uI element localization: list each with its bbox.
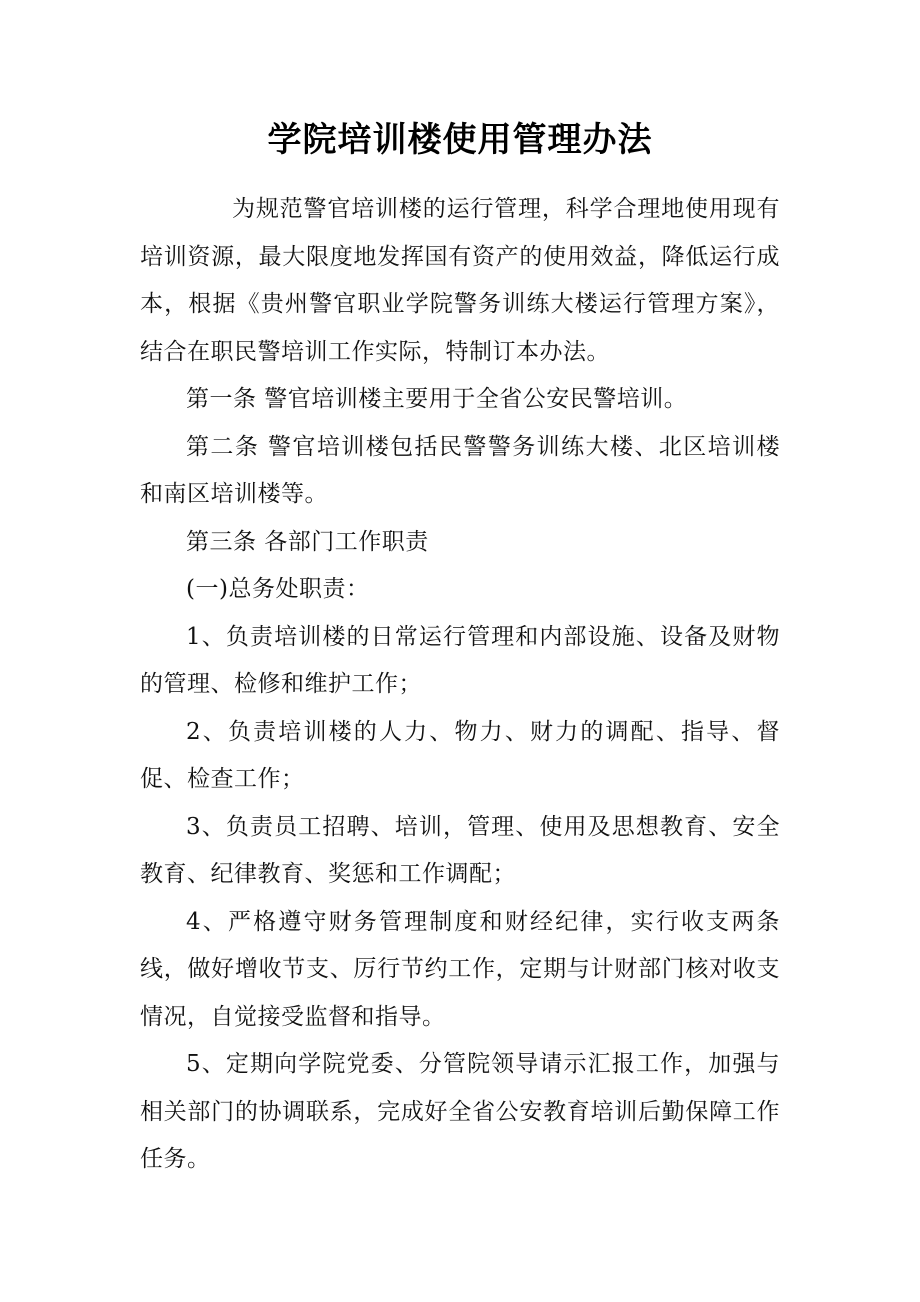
duty-item-5: 5、定期向学院党委、分管院领导请示汇报工作，加强与相关部门的协调联系，完成好全省公安教育培训后勤保障工作任务。 — [140, 1051, 780, 1172]
document-title: 学院培训楼使用管理办法 — [267, 120, 653, 160]
duty-item-1: 1、负责培训楼的日常运行管理和内部设施、设备及财物的管理、检修和维护工作； — [140, 623, 780, 697]
duty-item-4: 4、严格遵守财务管理制度和财经纪律，实行收支两条线，做好增收节支、厉行节约工作，定期与计财部门核对收支情况，自觉接受监督和指导。 — [140, 908, 780, 1030]
article-3-heading: 第三条 各部门工作职责 — [186, 528, 429, 555]
section-1-heading: (一)总务处职责： — [186, 576, 370, 602]
intro-paragraph: 为规范警官培训楼的运行管理，科学合理地使用现有培训资源，最大限度地发挥国有资产的使用效益，降低运行成本，根据《贵州警官职业学院警务训练大楼运行管理方案》，结合在职民警培训工作实际，特制订本办法。 — [140, 196, 780, 365]
duty-item-3: 3、负责员工招聘、培训，管理、使用及思想教育、安全教育、纪律教育、奖惩和工作调配； — [140, 813, 780, 887]
duty-item-2: 2、负责培训楼的人力、物力、财力的调配、指导、督促、检查工作； — [140, 718, 780, 792]
article-2-paragraph: 第二条 警官培训楼包括民警警务训练大楼、北区培训楼和南区培训楼等。 — [140, 433, 780, 507]
article-1-paragraph: 第一条 警官培训楼主要用于全省公安民警培训。 — [186, 386, 688, 412]
document-body — [140, 186, 780, 1184]
